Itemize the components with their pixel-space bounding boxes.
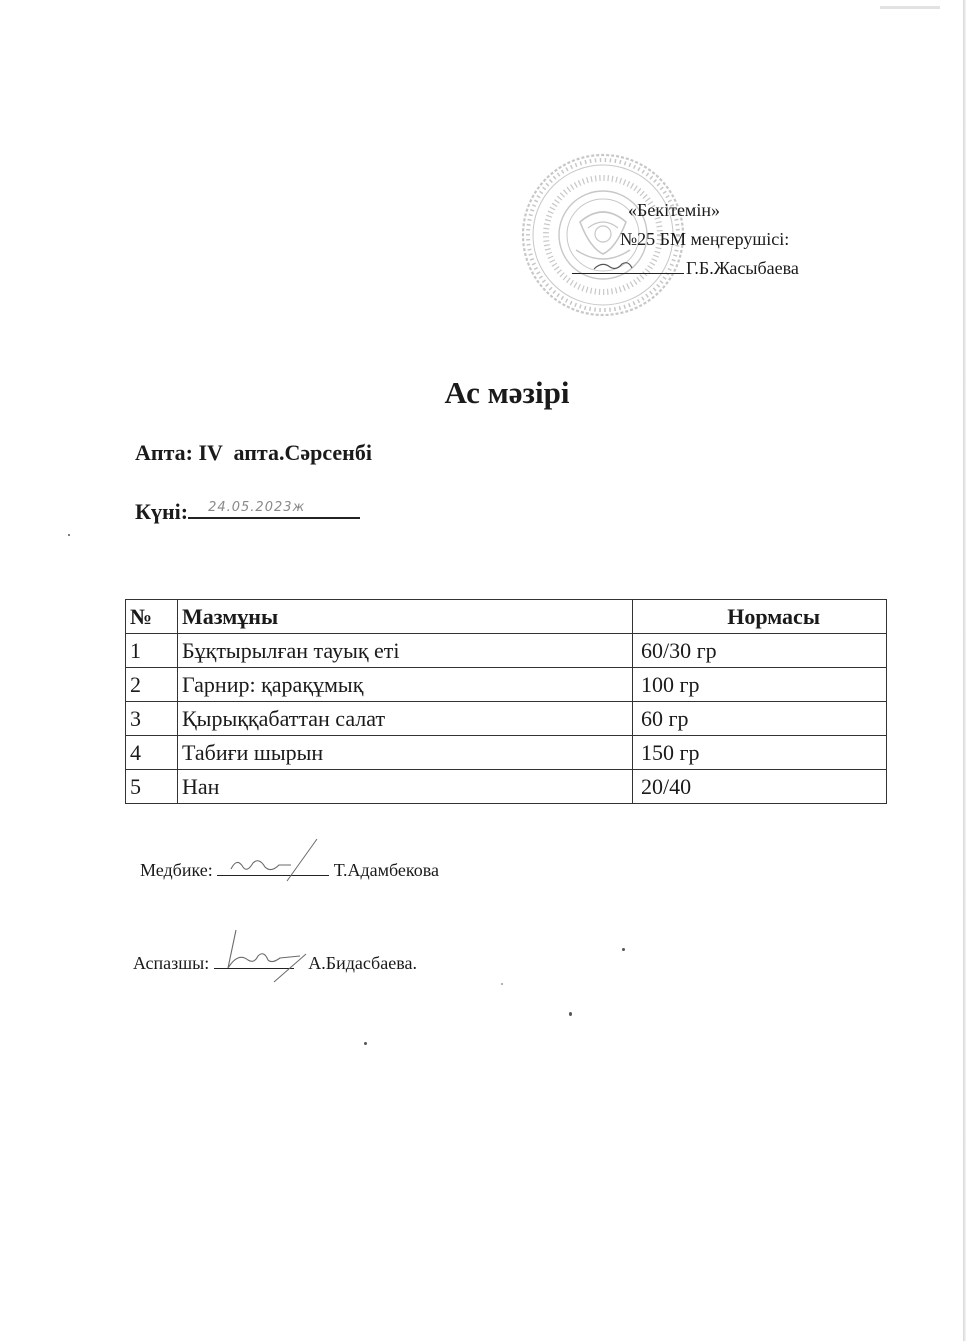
- date-label: Күні:: [135, 499, 189, 524]
- date-field: [188, 497, 360, 519]
- page-title: Ас мәзірі: [444, 375, 570, 410]
- table-row: [126, 702, 887, 736]
- row-dish: Қырыққабаттан салат: [178, 702, 633, 736]
- row-number: 3: [126, 702, 178, 736]
- date-row: [135, 497, 360, 525]
- scan-speck: [501, 983, 503, 985]
- row-norm: 100 гр: [633, 668, 887, 702]
- scan-speck: [364, 1042, 367, 1045]
- table-row: [126, 634, 887, 668]
- row-number: 1: [126, 634, 178, 668]
- row-number: 5: [126, 770, 178, 804]
- cook-signature-blank: [214, 954, 294, 969]
- row-dish: Табиғи шырын: [178, 736, 633, 770]
- header-number: №: [126, 600, 178, 634]
- row-norm: 20/40: [633, 770, 887, 804]
- table-row: [126, 668, 887, 702]
- header-norm: Нормасы: [633, 600, 887, 634]
- week-line: Апта: IV апта.Сәрсенбі: [135, 440, 372, 465]
- cook-label: Аспазшы:: [133, 953, 210, 973]
- nurse-label: Медбике:: [140, 860, 213, 880]
- nurse-name: Т.Адамбекова: [333, 860, 439, 880]
- nurse-signature-row: [140, 860, 439, 881]
- row-norm: 60/30 гр: [633, 634, 887, 668]
- approval-signature-blank: [572, 259, 684, 274]
- row-norm: 60 гр: [633, 702, 887, 736]
- nurse-signature: [217, 835, 337, 885]
- scan-edge-mark: [880, 6, 940, 9]
- cook-signature-row: [133, 953, 417, 974]
- row-dish: Гарнир: қарақұмық: [178, 668, 633, 702]
- approval-name: Г.Б.Жасыбаева: [686, 258, 799, 278]
- approval-caption: «Бекітемін»: [628, 200, 720, 220]
- scan-page-edge: [963, 0, 966, 1341]
- row-number: 2: [126, 668, 178, 702]
- table-row: [126, 770, 887, 804]
- cook-signature: [214, 924, 324, 984]
- table-header-row: [126, 600, 887, 634]
- row-norm: 150 гр: [633, 736, 887, 770]
- header-content: Мазмұны: [178, 600, 633, 634]
- approval-signature: [572, 255, 684, 275]
- scan-speck: [569, 1012, 572, 1016]
- table-row: [126, 736, 887, 770]
- scan-speck: [68, 534, 70, 536]
- row-number: 4: [126, 736, 178, 770]
- approval-position: №25 БМ меңгерушісі:: [620, 229, 790, 249]
- row-dish: Нан: [178, 770, 633, 804]
- approval-signature-line: [572, 254, 799, 283]
- menu-table: [125, 599, 887, 804]
- scan-speck: [622, 948, 625, 951]
- nurse-signature-blank: [217, 861, 329, 876]
- cook-name: А.Бидасбаева.: [308, 953, 417, 973]
- date-handwritten-value: 24.05.2023ж: [208, 500, 306, 515]
- row-dish: Бұқтырылған тауық еті: [178, 634, 633, 668]
